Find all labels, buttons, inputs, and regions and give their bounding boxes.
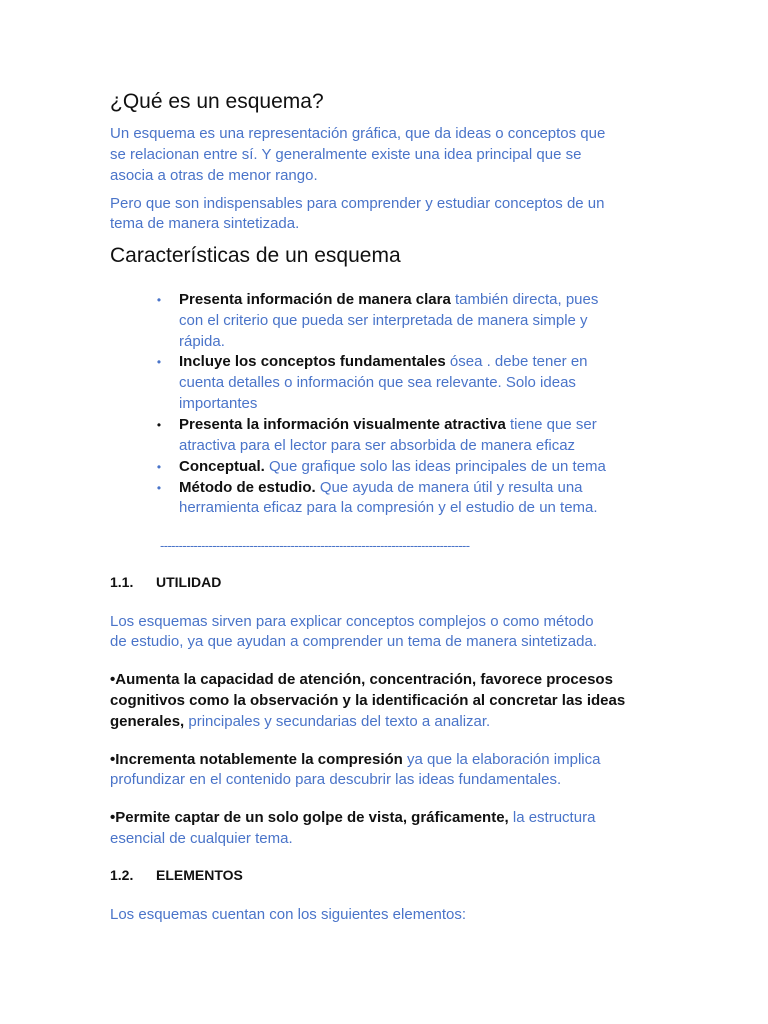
bullet-text: con el criterio que pueda ser interpretada de manera simple y: [179, 312, 588, 329]
plain-text: la estructura: [508, 809, 596, 826]
paragraph-line: [110, 750, 600, 770]
bullet-bold-text: Método de estudio.: [179, 479, 316, 496]
paragraph-line: Los esquemas cuentan con los siguientes elementos:: [110, 906, 467, 923]
bullet-text: cuenta detalles o información que sea relevante. Solo ideas: [179, 374, 576, 391]
intro-line: asocia a otras de menor rango.: [110, 167, 318, 184]
bullet-text: rápida.: [179, 333, 225, 350]
bullet-item: [179, 478, 583, 498]
page-title: ¿Qué es un esquema?: [110, 90, 324, 113]
plain-text: principales y secundarias del texto a analizar.: [184, 713, 491, 730]
bold-text: generales,: [110, 713, 185, 730]
bullet-item: [179, 415, 597, 435]
paragraph-line: [110, 808, 595, 828]
bold-text: •Incrementa notablemente la compresión: [110, 751, 403, 768]
bullet-text: también directa, pues: [450, 291, 599, 308]
bullet-bold-text: Presenta la información visualmente atractiva: [179, 416, 506, 433]
bullet-item: [179, 457, 606, 477]
section-heading: ELEMENTOS: [156, 867, 243, 883]
bullet-item: [179, 352, 588, 372]
paragraph-line: •Aumenta la capacidad de atención, concentración, favorece procesos: [110, 671, 613, 688]
section-number: 1.2.: [110, 867, 134, 883]
bullet-text: Que ayuda de manera útil y resulta una: [315, 479, 583, 496]
bullet-icon: •: [156, 481, 162, 495]
bullet-text: atractiva para el lector para ser absorbida de manera eficaz: [179, 437, 576, 454]
bullet-item: [179, 290, 598, 310]
bullet-bold-text: Presenta información de manera clara: [179, 291, 451, 308]
paragraph-line: profundizar en el contenido para descubrir las ideas fundamentales.: [110, 771, 562, 788]
paragraph-line: [110, 712, 490, 732]
plain-text: ya que la elaboración implica: [402, 751, 601, 768]
section-title: Características de un esquema: [110, 244, 401, 267]
bullet-bold-text: Conceptual.: [179, 458, 265, 475]
section-number: 1.1.: [110, 574, 134, 590]
bullet-text: tiene que ser: [505, 416, 597, 433]
section-heading: UTILIDAD: [156, 574, 222, 590]
intro-line: se relacionan entre sí. Y generalmente existe una idea principal que se: [110, 146, 582, 163]
bullet-text: importantes: [179, 395, 258, 412]
paragraph-line: esencial de cualquier tema.: [110, 830, 293, 847]
bullet-bold-text: Incluye los conceptos fundamentales: [179, 353, 446, 370]
bullet-text: Que grafique solo las ideas principales de un tema: [264, 458, 606, 475]
intro-line: Un esquema es una representación gráfica, que da ideas o conceptos que: [110, 125, 606, 142]
dashed-divider: -----------------------------------------------------------------------------------: [160, 538, 470, 553]
bullet-icon: •: [156, 355, 162, 369]
intro-line: tema de manera sintetizada.: [110, 215, 300, 232]
bullet-icon: •: [156, 418, 162, 432]
bullet-text: ósea . debe tener en: [445, 353, 588, 370]
bullet-text: herramienta eficaz para la compresión y el estudio de un tema.: [179, 499, 598, 516]
paragraph-line: Los esquemas sirven para explicar conceptos complejos o como método: [110, 613, 594, 630]
paragraph-line: de estudio, ya que ayudan a comprender un tema de manera sintetizada.: [110, 633, 597, 650]
bullet-icon: •: [156, 460, 162, 474]
bullet-icon: •: [156, 293, 162, 307]
paragraph-line: cognitivos como la observación y la identificación al concretar las ideas: [110, 692, 626, 709]
intro-line: Pero que son indispensables para comprender y estudiar conceptos de un: [110, 195, 605, 212]
bold-text: •Permite captar de un solo golpe de vista, gráficamente,: [110, 809, 509, 826]
